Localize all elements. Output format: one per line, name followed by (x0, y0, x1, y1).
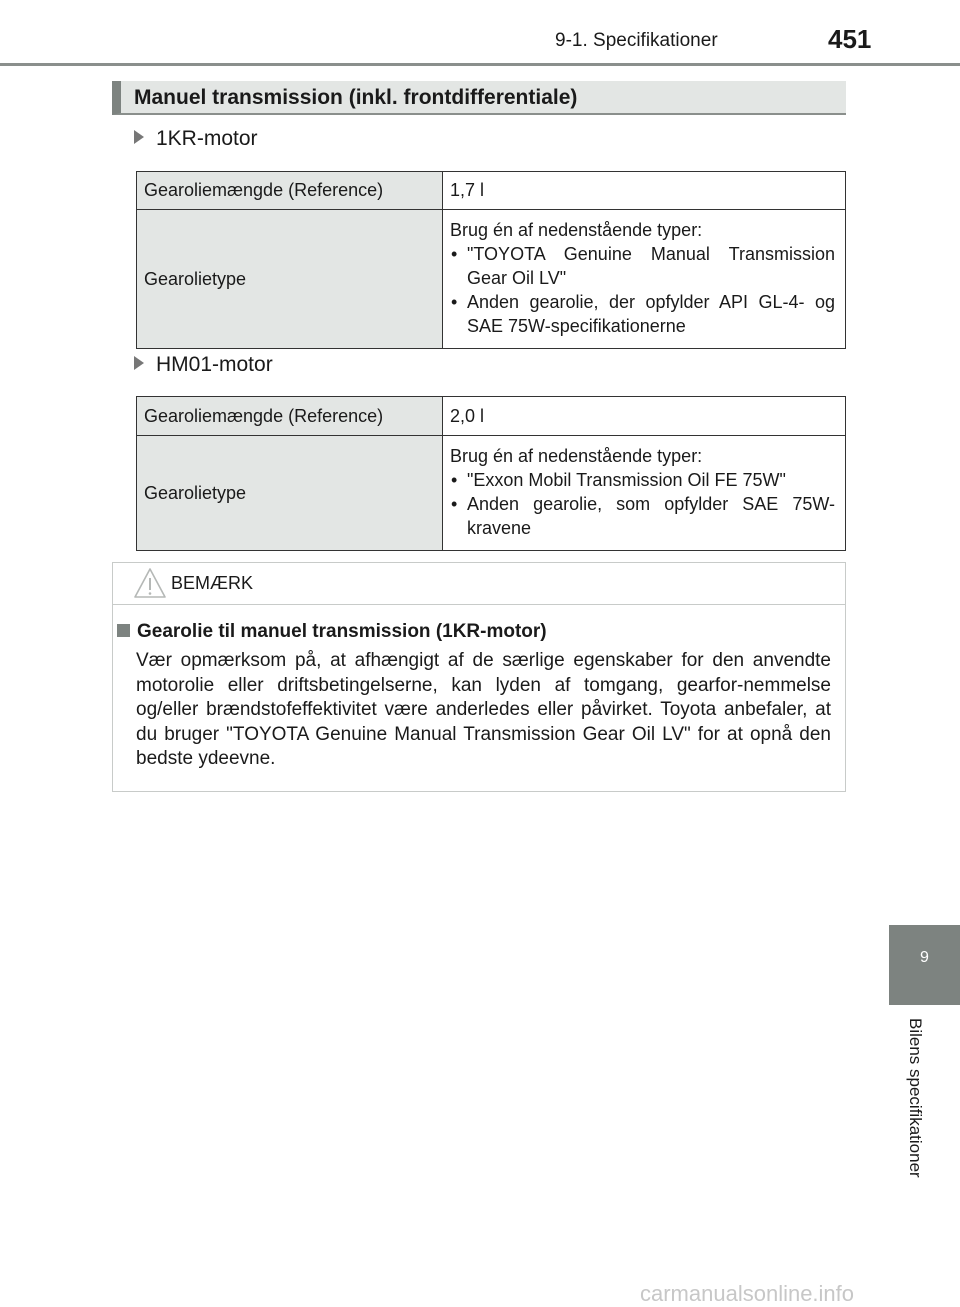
warning-triangle-icon (133, 567, 167, 599)
row-value: 2,0 l (443, 397, 846, 436)
header-rule (0, 63, 960, 66)
spec-table-1kr (136, 171, 846, 349)
list-item: • Anden gearolie, der opfylder API GL-4- og SAE 75W-specifikationerne (450, 290, 835, 338)
row-label: Gearoliemængde (Reference) (137, 397, 443, 436)
table-row (137, 172, 846, 210)
engine-heading-hm01 (134, 353, 273, 377)
value-list (450, 468, 835, 540)
page-number: 451 (828, 24, 872, 54)
value-list (450, 242, 835, 338)
row-value: 1,7 l (443, 172, 846, 210)
engine-name: 1KR-motor (156, 127, 258, 150)
engine-heading-1kr (134, 127, 258, 151)
row-value (443, 436, 846, 551)
note-header (113, 563, 845, 605)
section-title-bar (112, 81, 846, 115)
row-label: Gearoliemængde (Reference) (137, 172, 443, 210)
row-label: Gearolietype (137, 436, 443, 551)
row-label: Gearolietype (137, 210, 443, 349)
table-row (137, 210, 846, 349)
square-bullet-icon (117, 624, 130, 637)
section-title: Manuel transmission (inkl. frontdifferentiale) (134, 86, 578, 109)
watermark: carmanualsonline.info (640, 1281, 855, 1306)
chapter-tab (889, 925, 960, 1005)
value-intro: Brug én af nedenstående typer: (450, 446, 703, 466)
value-intro: Brug én af nedenstående typer: (450, 220, 703, 240)
arrow-right-icon (134, 356, 144, 370)
list-item: • Anden gearolie, som opfylder SAE 75W-kravene (450, 492, 835, 540)
note-title-text: Gearolie til manuel transmission (1KR-motor) (137, 621, 547, 642)
table-row (137, 436, 846, 551)
note-text: Vær opmærksom på, at afhængigt af de særlige egenskaber for den anvendte motorolie eller driftsbetingelserne, kan lyden af tomgang, gearfor-nemmelse og/eller brændstofeffektivitet være anderledes eller påvirket. Toyota anbefaler, at du bruger "TOYOTA Genuine Manual Transmission Gear Oil LV" for at opnå den bedste ydeevne. (136, 650, 831, 769)
chapter-number: 9 (920, 949, 929, 966)
engine-name: HM01-motor (156, 353, 273, 376)
list-item: • "Exxon Mobil Transmission Oil FE 75W" (450, 468, 835, 492)
note-label: BEMÆRK (171, 573, 254, 593)
row-value (443, 210, 846, 349)
arrow-right-icon (134, 130, 144, 144)
chapter-label: Bilens specifikationer (906, 1018, 925, 1178)
header-section: 9-1. Specifikationer (555, 30, 718, 51)
list-item: • "TOYOTA Genuine Manual Transmission Gear Oil LV" (450, 242, 835, 290)
note-title (117, 621, 547, 643)
note-box (112, 562, 846, 792)
table-row (137, 397, 846, 436)
spec-table-hm01 (136, 396, 846, 551)
